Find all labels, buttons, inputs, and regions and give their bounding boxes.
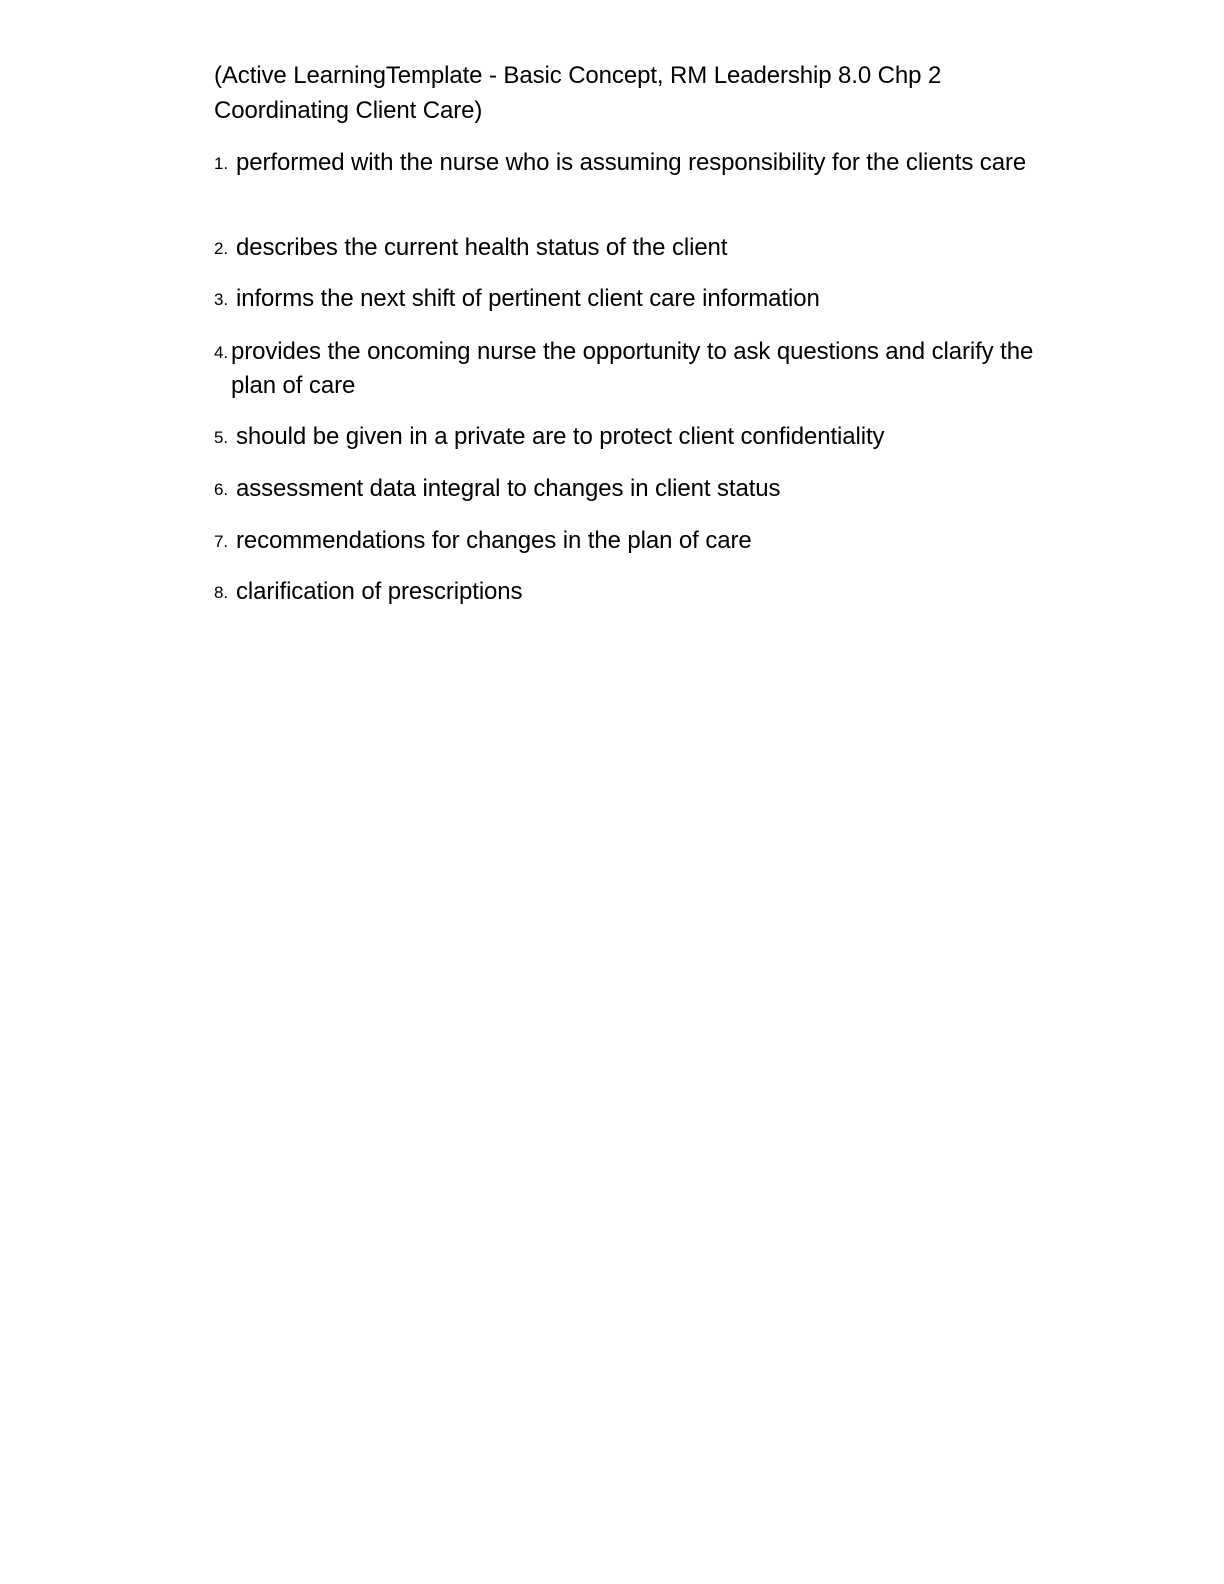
list-item <box>214 146 1074 180</box>
list-item-number: 6. <box>214 480 228 499</box>
list-item-text: informs the next shift of pertinent client care information <box>236 285 820 312</box>
list-item <box>214 472 1074 506</box>
list-item-number: 2. <box>214 239 228 258</box>
list-item <box>214 524 1074 558</box>
list-item-text: clarification of prescriptions <box>236 578 523 605</box>
list-item-text: assessment data integral to changes in client status <box>236 475 781 502</box>
list-item-number: 5. <box>214 428 228 447</box>
document-title: (Active LearningTemplate - Basic Concept, RM Leadership 8.0 Chp 2 Coordinating Client Care) <box>214 62 942 124</box>
list-item-text: describes the current health status of the client <box>236 234 728 261</box>
list-item-text: performed with the nurse who is assuming responsibility for the clients care <box>236 149 1027 176</box>
list-item-number: 1. <box>214 154 228 173</box>
list-item <box>214 575 1074 609</box>
list-item-text: provides the oncoming nurse the opportunity to ask questions and clarify the plan of care <box>231 338 1034 399</box>
list-item-text: recommendations for changes in the plan of care <box>236 527 752 554</box>
list-item-number: 8. <box>214 583 228 602</box>
list-item-text: should be given in a private are to protect client confidentiality <box>236 423 885 450</box>
list-item-number: 4. <box>214 343 228 362</box>
list-item <box>214 335 1074 403</box>
list-item-number: 3. <box>214 290 228 309</box>
list-item-number: 7. <box>214 532 228 551</box>
list-item <box>214 282 1074 316</box>
list-item <box>214 231 1074 265</box>
list-item <box>214 420 1074 454</box>
